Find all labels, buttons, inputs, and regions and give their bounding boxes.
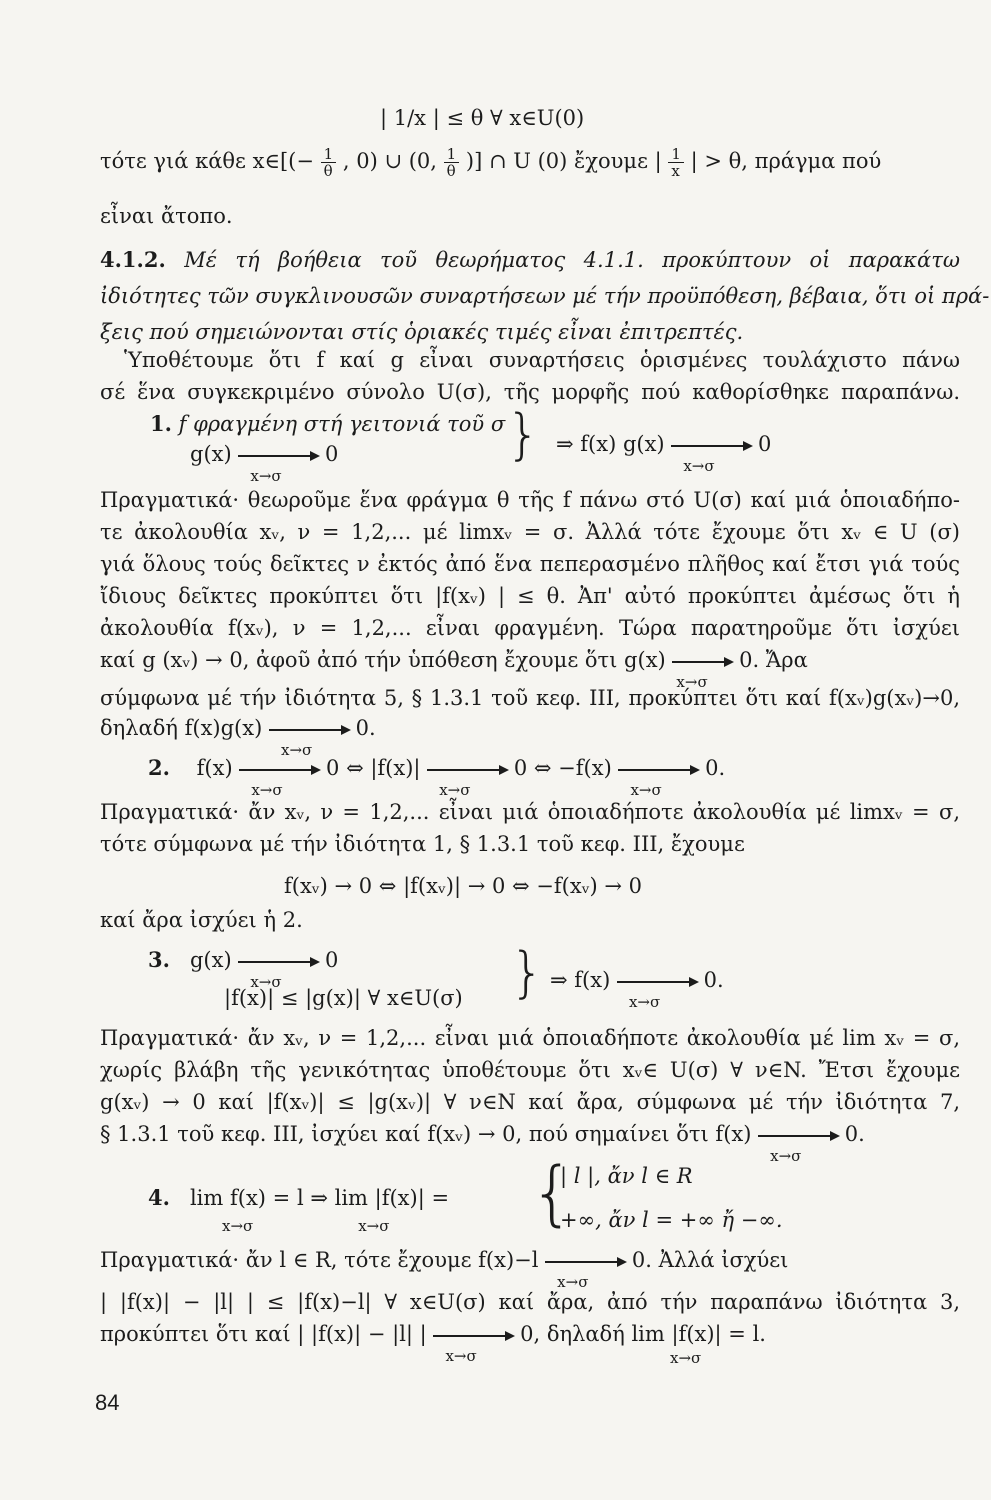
text-line: τότε σύμφωνα μέ τήν ἰδιότητα 1, § 1.3.1 τοῦ κεφ. III, ἔχουμε (100, 832, 745, 856)
text-line: προκύπτει ὅτι καί | |f(x)| − |l| | x→σ 0, δηλαδή lim |f(x)| = l. (100, 1322, 766, 1365)
text-line: καί g (xᵥ) → 0, ἀφοῦ ἀπό τήν ὑπόθεση ἔχουμε ὅτι g(x) x→σ 0. Ἄρα (100, 648, 808, 691)
text-line: Πραγματικά· ἄν xᵥ, ν = 1,2,... εἶναι μιά ὁποιαδήποτε ἀκολουθία μέ limxᵥ = σ, (100, 800, 960, 824)
limit-arrow: x→σ (617, 966, 697, 994)
right-brace: } (506, 403, 541, 466)
limit-arrow: x→σ (758, 1120, 838, 1148)
text-line: σύμφωνα μέ τήν ἰδιότητα 5, § 1.3.1 τοῦ κεφ. III, προκύπτει ὅτι καί f(xᵥ)g(xᵥ)→0, (100, 686, 960, 710)
text-line: δηλαδή f(x)g(x) x→σ 0. (100, 716, 376, 759)
text-line: | |f(x)| − |l| | ≤ |f(x)−l| ∀ x∈U(σ) καί ἄρα, ἀπό τήν παραπάνω ἰδιότητα 3, (100, 1290, 960, 1314)
limit-arrow: x→σ (239, 754, 319, 782)
left-brace: { (530, 1152, 575, 1234)
text-line: | 1/x | ≤ θ ∀ x∈U(0) (380, 106, 585, 130)
property-3-line: ⇒ f(x) x→σ 0. (550, 968, 724, 1011)
text-line: σέ ἕνα συγκεκριμένο σύνολο U(σ), τῆς μορφῆς πού καθορίσθηκε παραπάνω. (100, 380, 960, 404)
limit-subscript: x→σ (670, 1349, 702, 1367)
text-line: § 1.3.1 τοῦ κεφ. III, ἰσχύει καί f(xᵥ) → 0, πού σημαίνει ὅτι f(x) x→σ 0. (100, 1122, 865, 1165)
text-line: καί ἄρα ἰσχύει ἡ 2. (100, 908, 303, 932)
limit-arrow: x→σ (618, 754, 698, 782)
property-3-line: 3. g(x) x→σ 0 (148, 947, 339, 991)
limit-arrow: x→σ (238, 440, 318, 468)
limit-arrow: x→σ (672, 646, 732, 674)
text-line: ἰδιότητες τῶν συγκλινουσῶν συναρτήσεων μέ τήν προϋπόθεση, βέβαια, ὅτι οἱ πρά- (100, 284, 990, 308)
equation-line: f(xᵥ) → 0 ⇔ |f(xᵥ)| → 0 ⇔ −f(xᵥ) → 0 (284, 874, 643, 898)
fraction: $\frac{1}{\theta}$ (444, 146, 460, 179)
text-line: Ὑποθέτουμε ὅτι f καί g εἶναι συναρτήσεις ὁρισμένες τουλάχιστο πάνω (124, 348, 960, 372)
text-line: εἶναι ἄτοπο. (100, 204, 233, 228)
text-line: Πραγματικά· ἄν l ∈ R, τότε ἔχουμε f(x)−l x→σ 0. Ἀλλά ἰσχύει (100, 1248, 789, 1291)
text-line: τότε γιά κάθε x∈[(− $\frac{1}{\theta}$ , 0) ∪ (0, $\frac{1}{\theta}$ )] ∩ U (0) ἔχουμε | $\frac{1}{x}$ | > θ, πράγμα πού (100, 145, 882, 180)
limit-arrow: x→σ (427, 754, 507, 782)
text-line: g(xᵥ) → 0 καί |f(xᵥ)| ≤ |g(xᵥ)| ∀ ν∈N καί ἄρα, σύμφωνα μέ τήν ἰδιότητα 7, (100, 1090, 960, 1114)
text-line: ἴδιους δεῖκτες προκύπτει ὅτι |f(xᵥ) | ≤ θ. Ἀπ' αὐτό προκύπτει ἀμέσως ὅτι ἡ (100, 584, 960, 608)
property-4-line: 4. lim f(x) = l ⇒ lim |f(x)| = (148, 1185, 450, 1210)
limit-arrow: x→σ (671, 430, 751, 458)
text-line: ξεις πού σημειώνονται στίς ὁριακές τιμές εἶναι ἐπιτρεπτές. (100, 320, 744, 344)
property-1-line: 1. f φραγμένη στή γειτονιά τοῦ σ (150, 411, 506, 436)
section-heading: 4.1.2. Μέ τή βοήθεια τοῦ θεωρήματος 4.1.1. προκύπτουν οἱ παρακάτω (100, 247, 960, 272)
limit-subscripts: x→σ x→σ (222, 1217, 390, 1235)
property-4-line: +∞, ἄν l = +∞ ἤ −∞. (560, 1208, 783, 1232)
property-1-line: ⇒ f(x) g(x) x→σ 0 (556, 432, 772, 475)
limit-arrow: x→σ (433, 1320, 513, 1348)
fraction: $\frac{1}{\theta}$ (321, 146, 337, 179)
text-line: Πραγματικά· θεωροῦμε ἕνα φράγμα θ τῆς f πάνω στό U(σ) καί μιά ὁποιαδήπο- (100, 488, 960, 512)
property-2-line: 2. f(x) x→σ 0 ⇔ |f(x)| x→σ 0 ⇔ −f(x) x→σ 0. (148, 755, 726, 799)
limit-arrow: x→σ (545, 1246, 625, 1274)
text-line: ἀκολουθία f(xᵥ), ν = 1,2,... εἶναι φραγμένη. Τώρα παρατηροῦμε ὅτι ἰσχύει (100, 616, 960, 640)
right-brace: } (510, 941, 545, 1004)
limit-arrow: x→σ (238, 946, 318, 974)
fraction: $\frac{1}{x}$ (668, 146, 684, 179)
page-number: 84 (95, 1390, 120, 1415)
text-line: Πραγματικά· ἄν xᵥ, ν = 1,2,... εἶναι μιά ὁποιαδήποτε ἀκολουθία μέ lim xᵥ = σ, (100, 1026, 960, 1050)
property-1-line: g(x) x→σ 0 (190, 442, 339, 485)
text-line: χωρίς βλάβη τῆς γενικότητας ὑποθέτουμε ὅτι xᵥ∈ U(σ) ∀ ν∈N. Ἔτσι ἔχουμε (100, 1058, 960, 1082)
limit-arrow: x→σ (269, 714, 349, 742)
text-line: τε ἀκολουθία xᵥ, ν = 1,2,... μέ limxᵥ = σ. Ἀλλά τότε ἔχουμε ὅτι xᵥ ∈ U (σ) (100, 520, 960, 544)
property-3-line: |f(x)| ≤ |g(x)| ∀ x∈U(σ) (224, 986, 463, 1010)
text-line: γιά ὅλους τούς δεῖκτες ν ἐκτός ἀπό ἕνα πεπερασμένο πλῆθος καί ἔτσι γιά τούς (100, 552, 960, 576)
property-4-line: | l |, ἄν l ∈ R (560, 1164, 693, 1188)
